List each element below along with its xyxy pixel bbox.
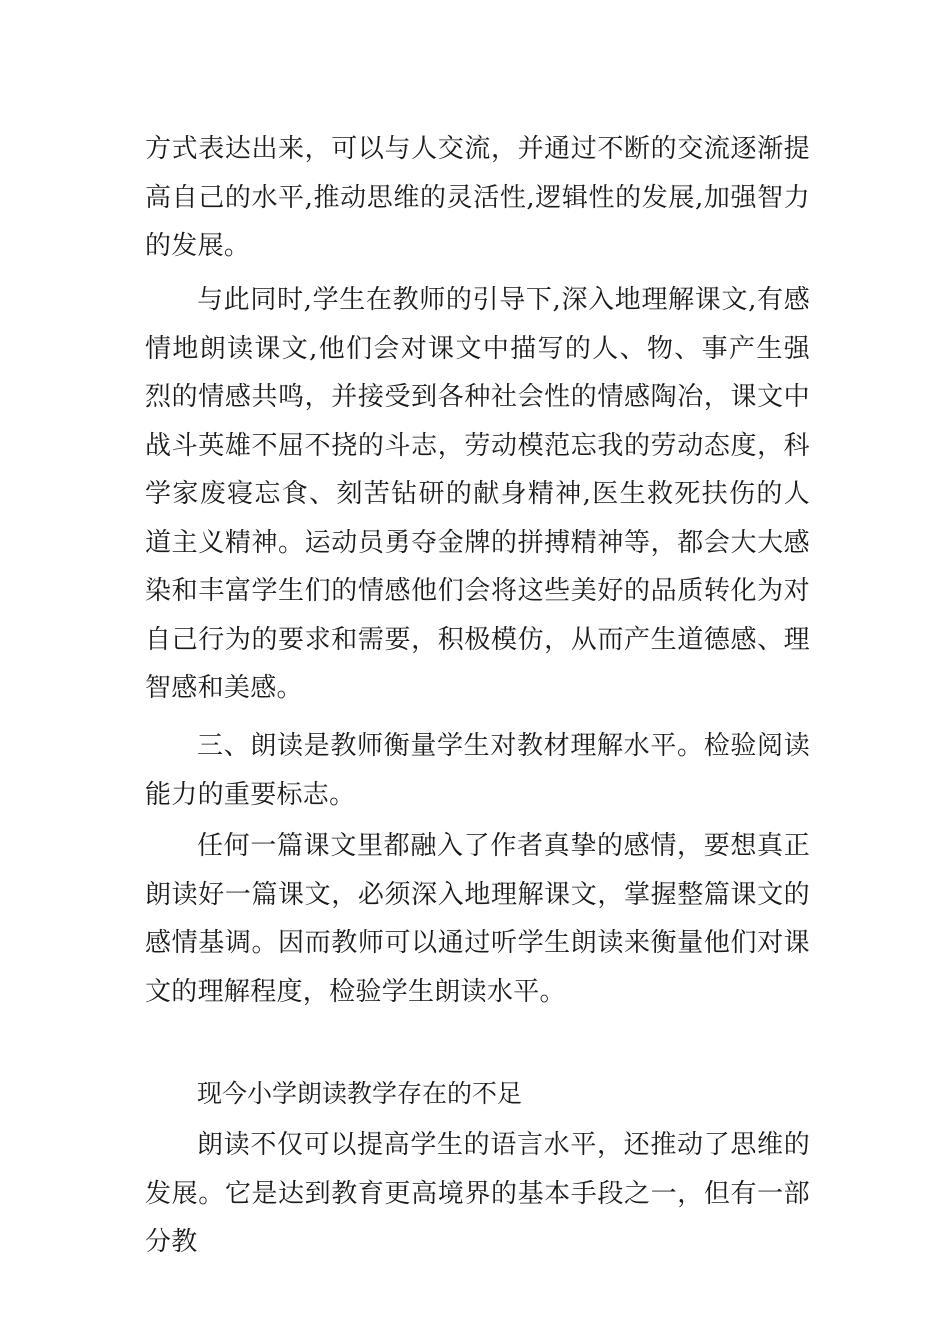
paragraph-continuation: 方式表达出来，可以与人交流，并通过不断的交流逐渐提高自己的水平,推动思维的灵活性,逻辑性的发展,加强智力的发展。: [145, 134, 810, 261]
section-heading: 现今小学朗读教学存在的不足: [197, 1079, 523, 1108]
paragraph-emotional-resonance: 与此同时,学生在教师的引导下,深入地理解课文,有感情地朗读课文,他们会对课文中描写的人、物、事产生强烈的情感共鸣，并接受到各种社会性的情感陶冶，课文中战斗英雄不屈不挠的斗志，劳动模范忘我的劳动态度，科学家废寝忘食、刻苦钻研的献身精神,医生救死扶伤的人道主义精神。运动员勇夺金牌的拼搏精神等，都会大大感染和丰富学生们的情感他们会将这些美好的品质转化为对自己行为的要求和需要，积极模仿，从而产生道德感、理智感和美感。: [145, 285, 810, 703]
paragraph-reading-measure: 任何一篇课文里都融入了作者真挚的感情，要想真正朗读好一篇课文，必须深入地理解课文，掌握整篇课文的感情基调。因而教师可以通过听学生朗读来衡量他们对课文的理解程度，检验学生朗读水平。: [145, 831, 810, 1007]
paragraph-reading-deficiency: 朗读不仅可以提高学生的语言水平，还推动了思维的发展。它是达到教育更高境界的基本手段之一，但有一部分教: [145, 1130, 810, 1257]
section-three-heading-paragraph: 三、朗读是教师衡量学生对教材理解水平。检验阅读能力的重要标志。: [145, 731, 810, 810]
